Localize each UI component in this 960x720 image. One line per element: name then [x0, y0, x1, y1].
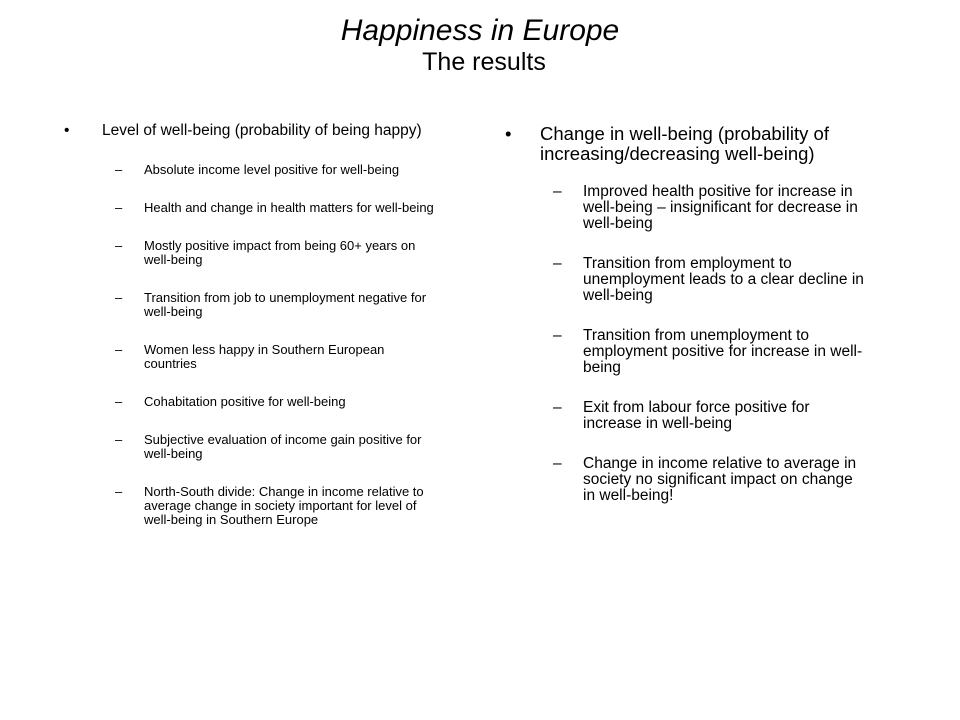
list-item	[553, 184, 868, 232]
left-item-text: Mostly positive impact from being 60+ years on well-being	[144, 238, 416, 267]
dash-marker: –	[115, 290, 123, 305]
list-item	[115, 395, 434, 409]
dash-marker: –	[115, 342, 123, 357]
list-item	[115, 291, 434, 319]
left-bullet	[64, 122, 444, 140]
list-item	[553, 456, 868, 504]
right-item-text: Transition from unemployment to employment positive for increase in well-being	[583, 327, 863, 376]
dash-marker: –	[115, 162, 123, 177]
list-item	[115, 485, 434, 527]
dash-marker: –	[115, 394, 123, 409]
left-column	[64, 122, 444, 551]
dash-marker: –	[115, 200, 123, 215]
dash-marker: –	[553, 399, 562, 416]
dash-marker: –	[553, 455, 562, 472]
list-item	[115, 201, 434, 215]
right-item-text: Transition from employment to unemployment leads to a clear decline in well-being	[583, 255, 864, 304]
dash-marker: –	[115, 432, 123, 447]
left-item-text: Women less happy in Southern European countries	[144, 342, 385, 371]
left-item-text: Cohabitation positive for well-being	[144, 394, 346, 409]
list-item	[115, 163, 434, 177]
slide-title: Happiness in Europe	[340, 14, 620, 47]
left-item-text: Subjective evaluation of income gain positive for well-being	[144, 432, 422, 461]
right-bullet	[505, 124, 875, 164]
dash-marker: –	[553, 327, 562, 344]
bullet-marker: •	[505, 123, 512, 144]
right-column	[505, 124, 875, 528]
left-bullet-heading: Level of well-being (probability of being happy)	[102, 122, 422, 139]
left-item-text: Health and change in health matters for well-being	[144, 200, 434, 215]
left-sublist	[115, 163, 444, 527]
right-bullet-heading: Change in well-being (probability of increasing/decreasing well-being)	[540, 123, 829, 164]
dash-marker: –	[115, 238, 123, 253]
list-item	[115, 343, 434, 371]
dash-marker: –	[553, 183, 562, 200]
list-item	[115, 433, 434, 461]
list-item	[553, 256, 868, 304]
dash-marker: –	[553, 255, 562, 272]
left-item-text: North-South divide: Change in income relative to average change in society important for level of well-being in Southern Europe	[144, 484, 424, 527]
left-item-text: Transition from job to unemployment negative for well-being	[144, 290, 427, 319]
dash-marker: –	[115, 484, 123, 499]
list-item	[115, 239, 434, 267]
title-block	[0, 14, 960, 76]
list-item	[553, 400, 868, 432]
right-item-text: Exit from labour force positive for increase in well-being	[583, 399, 810, 432]
list-item	[553, 328, 868, 376]
left-item-text: Absolute income level positive for well-being	[144, 162, 400, 177]
right-sublist	[553, 184, 875, 504]
right-item-text: Improved health positive for increase in well-being – insignificant for decrease in well-being	[583, 183, 858, 232]
bullet-marker: •	[64, 122, 70, 139]
right-item-text: Change in income relative to average in society no significant impact on change in well-being!	[583, 455, 857, 504]
slide-subtitle: The results	[422, 48, 546, 76]
